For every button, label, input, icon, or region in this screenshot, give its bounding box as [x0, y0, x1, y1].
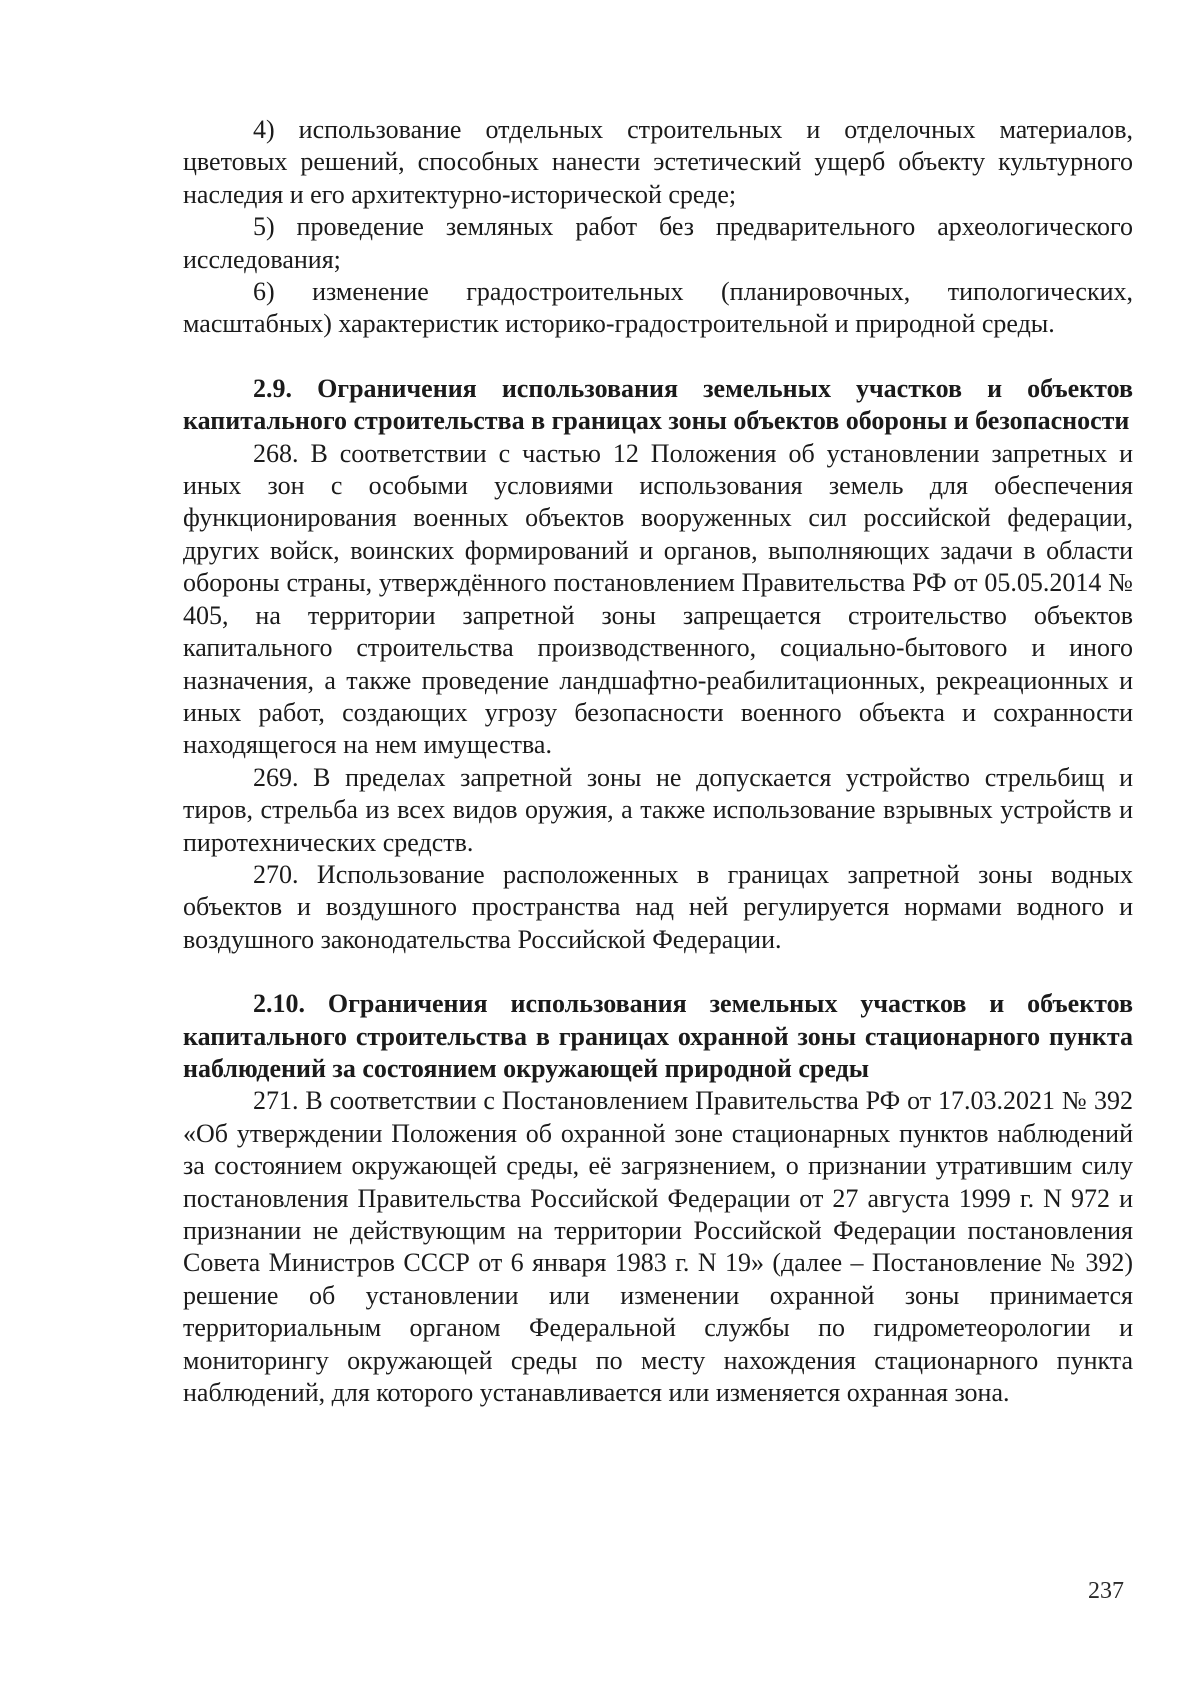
paragraph-269: 269. В пределах запретной зоны не допускается устройство стрельбищ и тиров, стрельба из всех видов оружия, а также использование взрывных устройств и пиротехнических средств.: [183, 762, 1133, 857]
section-heading-2-9: 2.9. Ограничения использования земельных участков и объектов капитального строительства в границах зоны объектов обороны и безопасности: [183, 373, 1133, 436]
list-item-6: 6) изменение градостроительных (планировочных, типологических, масштабных) характеристик историко-градостроительной и природной среды.: [183, 277, 1133, 339]
section-spacer: [183, 956, 1133, 988]
section-heading-2-10: 2.10. Ограничения использования земельных участков и объектов капитального строительства в границах охранной зоны стационарного пункта наблюдений за состоянием окружающей природной среды: [183, 989, 1133, 1083]
document-page: [183, 114, 1133, 1409]
page-number: 237: [1088, 1578, 1124, 1604]
list-item-5: 5) проведение земляных работ без предварительного археологического исследования;: [183, 212, 1133, 274]
list-item-4: 4) использование отдельных строительных и отделочных материалов, цветовых решений, способных нанести эстетический ущерб объекту культурного наследия и его архитектурно-исторической среде;: [183, 115, 1133, 209]
paragraph-268: 268. В соответствии с частью 12 Положения об установлении запретных и иных зон с особыми условиями использования земель для обеспечения функционирования военных объектов вооруженных сил российской федерации, других войск, воинских формирований и органов, выполняющих задачи в области обороны страны, утверждённого постановлением Правительства РФ от 05.05.2014 № 405, на территории запретной зоны запрещается строительство объектов капитального строительства производственного, социально-бытового и иного назначения, а также проведение ландшафтно-реабилитационных, рекреационных и иных работ, создающих угрозу безопасности военного объекта и сохранности находящегося на нем имущества.: [183, 438, 1133, 760]
paragraph-271: 271. В соответствии с Постановлением Правительства РФ от 17.03.2021 № 392 «Об утверждении Положения об охранной зоне стационарных пунктов наблюдений за состоянием окружающей среды, её загрязнением, о признании утратившим силу постановления Правительства Российской Федерации от 27 августа 1999 г. N 972 и признании не действующим на территории Российской Федерации постановления Совета Министров СССР от 6 января 1983 г. N 19» (далее – Постановление № 392) решение об установлении или изменении охранной зоны принимается территориальным органом Федеральной службы по гидрометеорологии и мониторингу окружающей среды по месту нахождения стационарного пункта наблюдений, для которого устанавливается или изменяется охранная зона.: [183, 1086, 1133, 1408]
section-spacer: [183, 341, 1133, 373]
paragraph-270: 270. Использование расположенных в границах запретной зоны водных объектов и воздушного пространства над ней регулируется нормами водного и воздушного законодательства Российской Федерации.: [183, 859, 1133, 954]
